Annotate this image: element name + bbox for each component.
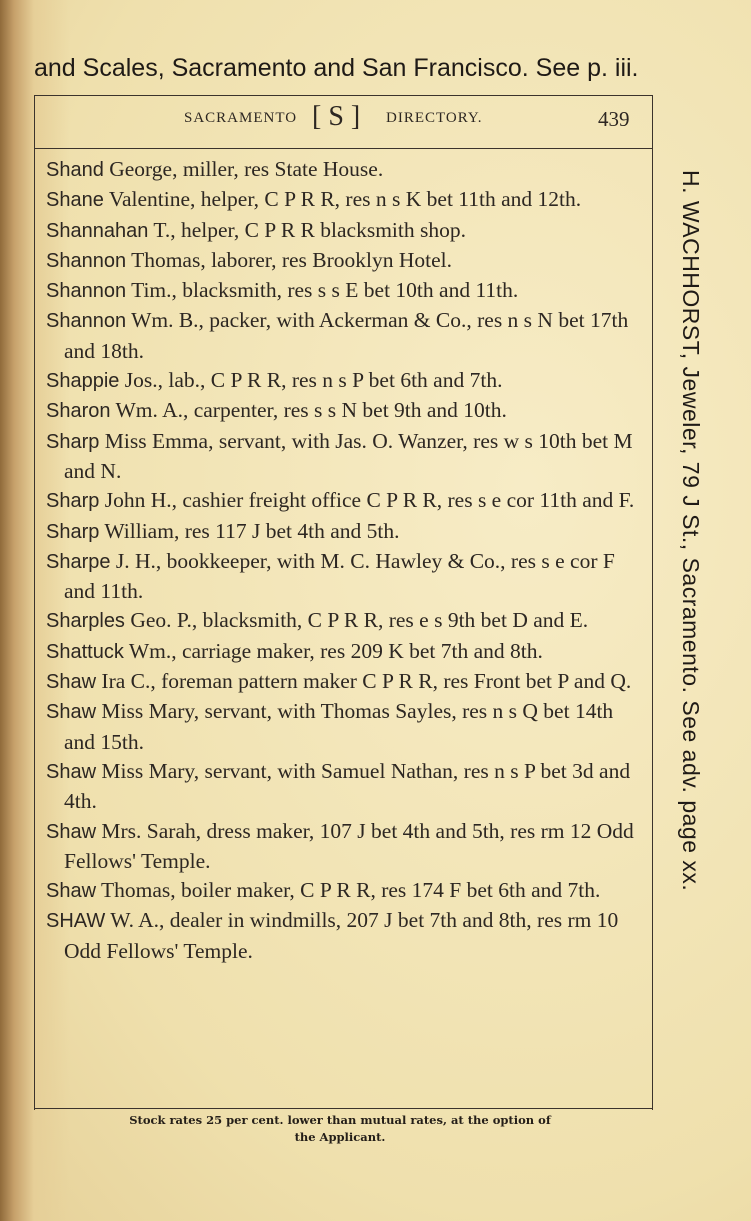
entry-details: Thomas, laborer, res Brooklyn Hotel. [126, 247, 453, 272]
entry-surname: Shand [46, 159, 104, 181]
entry-surname: Shannon [46, 310, 127, 333]
entry-surname: Sharples [46, 610, 125, 633]
directory-entry [46, 517, 646, 547]
entry-surname: Sharpe [46, 550, 111, 573]
entry-details: Miss Emma, servant, with Jas. O. Wanzer, res w s 10th bet M and N. [64, 428, 633, 483]
top-advertisement: and Scales, Sacramento and San Francisco. See p. iii. [34, 54, 639, 82]
entry-surname: Shaw [46, 820, 97, 843]
directory-entry [46, 667, 646, 697]
directory-entry [46, 185, 646, 215]
directory-entry [46, 697, 646, 757]
directory-entry [46, 396, 646, 426]
entry-surname: Shaw [46, 671, 97, 694]
frame-top-rule [34, 95, 652, 96]
entry-details: Jos., lab., C P R R, res n s P bet 6th and 7th. [119, 368, 503, 393]
entry-details: J. H., bookkeeper, with M. C. Hawley & Co., res s e cor F and 11th. [64, 548, 615, 604]
entry-surname: Shannon [46, 249, 127, 272]
header-rule [34, 148, 652, 149]
entry-surname: Sharon [46, 400, 111, 423]
footer-notice [60, 1112, 620, 1146]
frame-right-rule [652, 95, 653, 1110]
entry-surname: Shappie [46, 370, 120, 393]
directory-entries [46, 155, 646, 966]
entry-surname: Sharp [46, 430, 100, 453]
entry-surname: Shaw [46, 880, 97, 903]
entry-surname: Shannahan [46, 219, 149, 242]
entry-surname: Sharp [46, 490, 100, 513]
directory-entry [46, 246, 646, 276]
directory-entry [46, 306, 646, 366]
directory-entry [46, 155, 646, 185]
directory-entry [46, 876, 646, 906]
entry-details: Geo. P., blacksmith, C P R R, res e s 9th bet D and E. [124, 608, 589, 633]
entry-details: Miss Mary, servant, with Thomas Sayles, res n s Q bet 14th and 15th. [64, 699, 614, 754]
frame-bottom-rule [34, 1108, 652, 1109]
entry-surname: Shattuck [46, 640, 124, 663]
running-header [34, 100, 652, 144]
footer-line-2: the Applicant. [294, 1130, 386, 1144]
entry-details: John H., cashier freight office C P R R, res s e cor 11th and F. [99, 488, 635, 513]
entry-details: Valentine, helper, C P R R, res n s K bet 11th and 12th. [103, 187, 582, 212]
entry-details: Mrs. Sarah, dress maker, 107 J bet 4th and 5th, res rm 12 Odd Fellows' Temple. [64, 818, 634, 873]
directory-entry [46, 606, 646, 636]
directory-entry [46, 427, 646, 487]
entry-surname: Shaw [46, 760, 97, 783]
entry-surname: Sharp [46, 520, 100, 543]
header-city: SACRAMENTO [184, 110, 298, 126]
entry-details: Thomas, boiler maker, C P R R, res 174 F bet 6th and 7th. [96, 878, 601, 903]
frame-left-rule [34, 95, 35, 1110]
footer-line-1: Stock rates 25 per cent. lower than mutual rates, at the option of [129, 1113, 551, 1127]
directory-entry [46, 486, 646, 516]
entry-details: Wm., carriage maker, res 209 K bet 7th and 8th. [123, 638, 543, 663]
directory-entry [46, 906, 646, 966]
header-directory: DIRECTORY. [386, 110, 483, 126]
entry-details: Tim., blacksmith, res s s E bet 10th and 11th. [126, 278, 519, 303]
entry-details: W. A., dealer in windmills, 207 J bet 7th and 8th, res rm 10 Odd Fellows' Temple. [64, 908, 619, 963]
entry-details: T., helper, C P R R blacksmith shop. [148, 217, 466, 242]
side-advertisement: H. WACHHORST, Jeweler, 79 J St., Sacramento. See adv. page xx. [678, 170, 704, 892]
directory-entry [46, 547, 646, 607]
page-number: 439 [598, 107, 630, 131]
entry-surname: Shaw [46, 701, 97, 724]
directory-entry [46, 817, 646, 877]
entry-details: Wm. B., packer, with Ackerman & Co., res n s N bet 17th and 18th. [64, 308, 629, 363]
entry-details: Ira C., foreman pattern maker C P R R, res Front bet P and Q. [96, 669, 632, 694]
entry-details: George, miller, res State House. [103, 157, 384, 181]
directory-entry [46, 757, 646, 817]
entry-details: Miss Mary, servant, with Samuel Nathan, res n s P bet 3d and 4th. [64, 758, 631, 814]
entry-surname: Shane [46, 189, 104, 212]
directory-entry [46, 276, 646, 306]
directory-entry [46, 637, 646, 667]
entry-details: William, res 117 J bet 4th and 5th. [99, 518, 400, 543]
entry-surname: Shannon [46, 280, 127, 303]
header-letter-mark: [ S ] [312, 101, 361, 132]
directory-entry [46, 366, 646, 396]
entry-surname: SHAW [46, 910, 106, 933]
entry-details: Wm. A., carpenter, res s s N bet 9th and 10th. [110, 398, 507, 423]
directory-entry [46, 216, 646, 246]
